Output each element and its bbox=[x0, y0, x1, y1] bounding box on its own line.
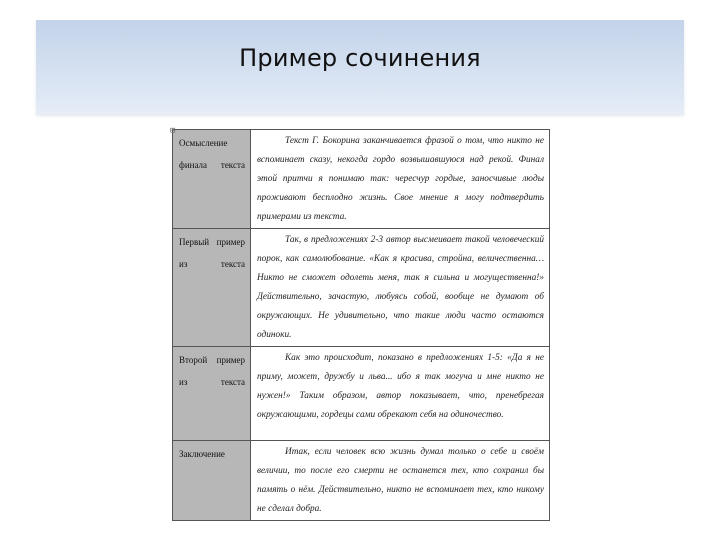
row-label-conclusion-meaning: Осмысление финала текста bbox=[173, 130, 251, 229]
table-row bbox=[173, 441, 550, 521]
row-label-conclusion: Заключение bbox=[173, 441, 251, 521]
row-text-conclusion-meaning: Текст Г. Бокорина заканчивается фразой о том, что никто не вспоминает сказу, некогда гордо возвышавшуюся над рекой. Финал этой притчи я понимаю так: чересчур гордые, заносчивые люды проживают бесплодно жизнь. Свое мнение я могу подтвердить примерами из текста. bbox=[251, 130, 550, 229]
slide-title: Пример сочинения bbox=[239, 44, 481, 72]
row-text-conclusion: Итак, если человек всю жизнь думал только о себе и своём величии, то после его смерти не останется тех, кто сохранил бы память о нём. Действительно, никто не вспоминает тех, кто никому не сделал добра. bbox=[251, 441, 550, 521]
row-label-second-example: Второй пример из текста bbox=[173, 347, 251, 441]
essay-table-container bbox=[170, 126, 550, 521]
row-text-second-example: Как это происходит, показано в предложениях 1-5: «Да я не приму, может, дружбу и льва... ибо я так могуча и мне никто не нужен!» Таким образом, автор показывает, что, пренебрегая окружающими, гордецы сами обрекают себя на одиночество. bbox=[251, 347, 550, 441]
table-row bbox=[173, 130, 550, 229]
row-label-first-example: Первый пример из текста bbox=[173, 229, 251, 347]
essay-table bbox=[172, 129, 550, 521]
table-move-handle-icon[interactable]: ⊞ bbox=[170, 126, 176, 136]
table-row bbox=[173, 347, 550, 441]
table-row bbox=[173, 229, 550, 347]
row-text-first-example: Так, в предложениях 2-3 автор высмеивает такой человеческий порок, как самолюбование. «Как я красива, стройна, величественна… Никто не сможет одолеть меня, так я сильна и могущественна!» Действительно, зачастую, любуясь собой, вообще не думают об окружающих. Не удивительно, что такие люди часто остаются одиноки. bbox=[251, 229, 550, 347]
